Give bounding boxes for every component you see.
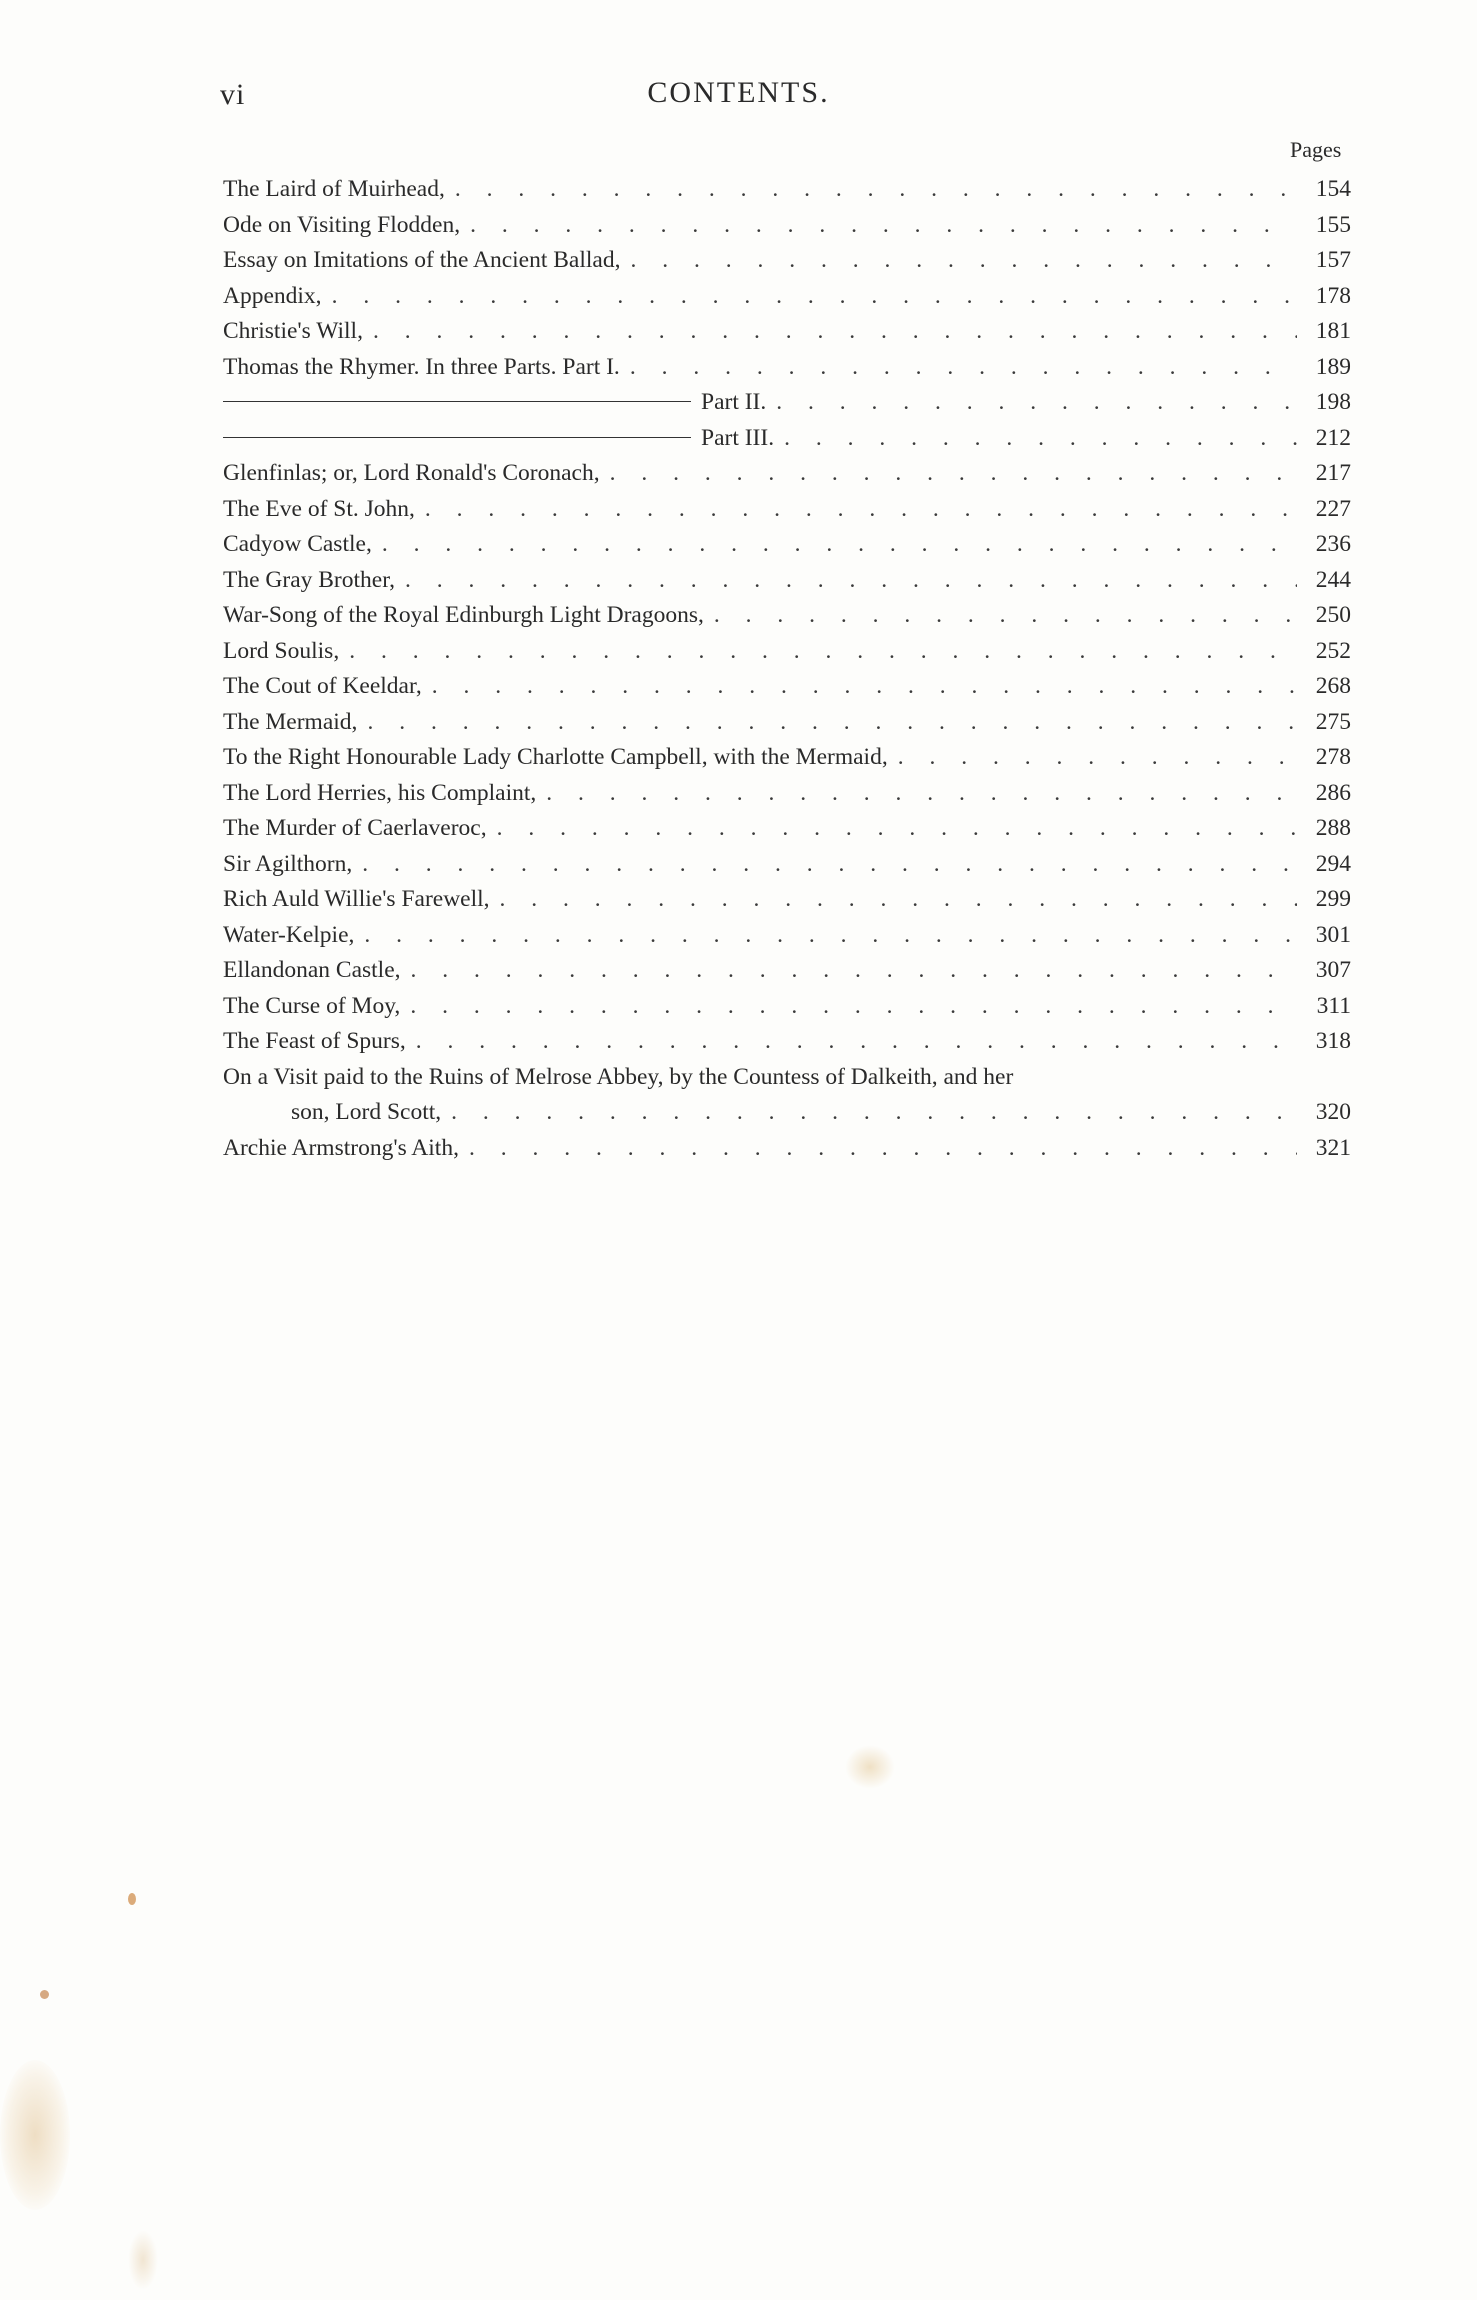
toc-entry-title: The Murder of Caerlaveroc,: [223, 815, 487, 841]
toc-entry: [223, 1024, 1351, 1060]
toc-entry: [223, 776, 1351, 812]
toc-entry: [223, 989, 1351, 1025]
foxing-stain: [0, 2060, 70, 2210]
dot-leader: [362, 847, 1297, 883]
dot-leader: [898, 740, 1297, 776]
toc-entry-title: Thomas the Rhymer. In three Parts. Part I.: [223, 353, 620, 380]
toc-page-number: 252: [1315, 637, 1351, 664]
toc-entry-title: Appendix,: [223, 282, 322, 309]
ditto-rule: [223, 401, 691, 402]
dot-leader: [451, 1095, 1297, 1131]
toc-page-number: 268: [1315, 673, 1351, 699]
dot-leader: [349, 634, 1297, 670]
dot-leader: [425, 492, 1297, 528]
toc-entry-title: Christie's Will,: [223, 318, 363, 344]
toc-entry-title: Part II.: [701, 389, 767, 415]
toc-entry: [223, 1060, 1351, 1096]
toc-entry: [223, 705, 1351, 741]
toc-page-number: 299: [1315, 886, 1351, 912]
dot-leader: [382, 527, 1297, 563]
dot-leader: [784, 421, 1297, 457]
toc-entry-title: Cadyow Castle,: [223, 531, 372, 557]
toc-page-number: 236: [1315, 531, 1351, 557]
dot-leader: [776, 385, 1297, 421]
toc-entry: [223, 882, 1351, 918]
toc-page-number: 157: [1315, 247, 1351, 273]
toc-entry: [223, 279, 1351, 315]
toc-page-number: 307: [1315, 957, 1351, 983]
toc-entry-continuation: [223, 1095, 1351, 1131]
dot-leader: [364, 918, 1297, 954]
toc-entry-title: Essay on Imitations of the Ancient Ballad,: [223, 247, 621, 273]
dot-leader: [500, 882, 1297, 918]
dot-leader: [411, 953, 1297, 989]
toc-entry: [223, 421, 1351, 457]
dot-leader: [367, 705, 1297, 741]
toc-entry-title: Ellandonan Castle,: [223, 957, 401, 983]
running-head: CONTENTS.: [647, 76, 830, 109]
toc-entry: [223, 314, 1351, 350]
toc-page-number: 294: [1315, 850, 1351, 877]
toc-entry: [223, 811, 1351, 847]
dot-leader: [546, 776, 1297, 812]
toc-page-number: 244: [1315, 566, 1351, 593]
dot-leader: [610, 456, 1297, 492]
dot-leader: [470, 208, 1297, 244]
toc-page-number: 278: [1315, 744, 1351, 770]
toc-page-number: 227: [1315, 495, 1351, 522]
dot-leader: [497, 811, 1297, 847]
contents-list: [223, 172, 1351, 1166]
toc-page-number: 217: [1315, 460, 1351, 486]
toc-page-number: 320: [1315, 1099, 1351, 1125]
dot-leader: [410, 989, 1297, 1025]
toc-entry: [223, 1131, 1351, 1167]
dot-leader: [373, 314, 1297, 350]
toc-entry-title: To the Right Honourable Lady Charlotte Campbell, with the Mermaid,: [223, 744, 888, 770]
dot-leader: [630, 243, 1297, 279]
toc-page-number: 250: [1315, 602, 1351, 628]
foxing-stain: [40, 1990, 49, 1999]
toc-entry-title: Sir Agilthorn,: [223, 850, 353, 877]
toc-page-number: 321: [1315, 1134, 1351, 1161]
toc-entry: [223, 243, 1351, 279]
toc-page-number: 318: [1315, 1028, 1351, 1054]
toc-page-number: 301: [1315, 921, 1351, 948]
toc-entry-title: War-Song of the Royal Edinburgh Light Dragoons,: [223, 602, 704, 628]
toc-entry-title: Archie Armstrong's Aith,: [223, 1134, 459, 1161]
toc-page-number: 189: [1315, 353, 1351, 380]
toc-page-number: 311: [1316, 992, 1351, 1019]
toc-entry: [223, 634, 1351, 670]
foxing-stain: [128, 1893, 136, 1905]
toc-entry-title: The Curse of Moy,: [223, 992, 401, 1019]
toc-entry: [223, 172, 1351, 208]
toc-entry-title: Water-Kelpie,: [223, 921, 355, 948]
toc-entry: [223, 350, 1351, 386]
toc-page-number: 178: [1315, 282, 1351, 309]
toc-entry: [223, 740, 1351, 776]
toc-entry-title: The Laird of Muirhead,: [223, 176, 445, 202]
toc-entry-title: The Mermaid,: [223, 708, 358, 735]
toc-entry-title: Part III.: [701, 424, 775, 451]
toc-entry-title: The Feast of Spurs,: [223, 1028, 406, 1054]
toc-page-number: 288: [1315, 815, 1351, 841]
toc-entry: [223, 492, 1351, 528]
dot-leader: [714, 598, 1297, 634]
toc-entry: [223, 669, 1351, 705]
foxing-stain: [845, 1745, 895, 1789]
dot-leader: [405, 563, 1297, 599]
toc-entry: [223, 208, 1351, 244]
toc-page-number: 286: [1315, 779, 1351, 806]
toc-entry: [223, 953, 1351, 989]
toc-entry-title: Glenfinlas; or, Lord Ronald's Coronach,: [223, 460, 600, 486]
toc-page-number: 181: [1315, 318, 1351, 344]
toc-entry-title-continued: son, Lord Scott,: [291, 1099, 442, 1125]
toc-page-number: 275: [1315, 708, 1351, 735]
toc-entry: [223, 527, 1351, 563]
toc-entry: [223, 456, 1351, 492]
toc-entry: [223, 563, 1351, 599]
dot-leader: [455, 172, 1297, 208]
toc-page-number: 198: [1315, 389, 1351, 415]
toc-page-number: 154: [1315, 176, 1351, 202]
toc-entry-title: The Eve of St. John,: [223, 495, 415, 522]
ditto-rule: [223, 437, 691, 438]
toc-entry-title: The Cout of Keeldar,: [223, 673, 422, 699]
pages-column-label: Pages: [1290, 137, 1342, 162]
toc-entry-title: The Gray Brother,: [223, 566, 395, 593]
toc-entry-title: Ode on Visiting Flodden,: [223, 211, 461, 238]
dot-leader: [630, 350, 1297, 386]
toc-entry-title: Rich Auld Willie's Farewell,: [223, 886, 490, 912]
foxing-stain: [128, 2230, 158, 2290]
toc-entry-title: The Lord Herries, his Complaint,: [223, 779, 537, 806]
toc-entry-title: On a Visit paid to the Ruins of Melrose Abbey, by the Countess of Dalkeith, and her: [223, 1063, 1014, 1090]
dot-leader: [416, 1024, 1297, 1060]
dot-leader: [332, 279, 1297, 315]
toc-page-number: 212: [1315, 424, 1351, 451]
dot-leader: [432, 669, 1297, 705]
toc-entry: [223, 918, 1351, 954]
toc-entry-title: Lord Soulis,: [223, 637, 340, 664]
toc-entry: [223, 847, 1351, 883]
toc-entry: [223, 385, 1351, 421]
toc-entry: [223, 598, 1351, 634]
toc-page-number: 155: [1315, 211, 1351, 238]
dot-leader: [469, 1131, 1297, 1167]
page-folio: vi: [220, 78, 246, 111]
